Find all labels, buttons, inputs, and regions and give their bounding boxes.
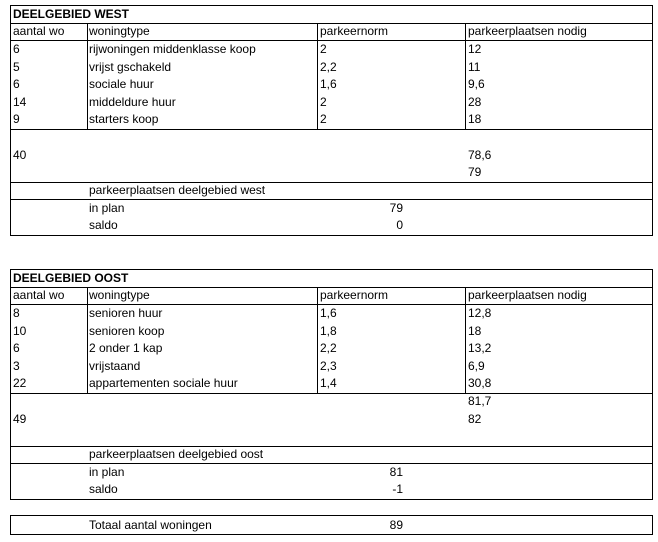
table-cell: 2 [320, 94, 327, 109]
table-cell: 28 [468, 94, 482, 109]
table-west [10, 5, 653, 236]
table-row [11, 323, 652, 341]
total-raw: 81,7 [468, 394, 492, 408]
totaal-label: Totaal aantal woningen [89, 518, 212, 532]
table-cell: 8 [13, 306, 20, 320]
table-cell: 1,6 [320, 77, 337, 92]
saldo-label: saldo [89, 482, 118, 496]
table-row [11, 111, 652, 129]
table-row [11, 41, 652, 59]
section-label: parkeerplaatsen deelgebied oost [89, 447, 264, 461]
total-raw: 78,6 [468, 148, 492, 162]
table-cell: 1,4 [320, 376, 337, 391]
section-title: DEELGEBIED WEST [13, 7, 130, 21]
table-cell: 2,3 [320, 358, 337, 373]
total-units: 40 [13, 148, 27, 162]
header-row [11, 23, 652, 41]
table-cell: sociale huur [89, 77, 154, 92]
table-row [11, 375, 652, 393]
table-cell: middeldure huur [89, 94, 176, 109]
table-cell: 30,8 [468, 376, 492, 391]
table-cell: 1,8 [320, 323, 337, 338]
table-row [11, 59, 652, 77]
header-cell: aantal wo [13, 24, 65, 38]
table-cell: 22 [13, 376, 27, 391]
table-cell: starters koop [89, 112, 159, 127]
section-title: DEELGEBIED OOST [13, 271, 129, 285]
table-row [11, 76, 652, 94]
in-plan-value: 79 [389, 201, 403, 215]
table-cell: 14 [13, 94, 27, 109]
table-cell: 6 [13, 341, 20, 356]
table-cell: 18 [468, 112, 482, 127]
header-cell: woningtype [89, 24, 150, 38]
header-cell: aantal wo [13, 288, 65, 302]
header-cell: parkeernorm [320, 24, 389, 38]
table-totaal [10, 515, 653, 535]
table-cell: 10 [13, 323, 27, 338]
table-cell: 12,8 [468, 306, 492, 320]
table-row [11, 358, 652, 376]
in-plan-value: 81 [389, 465, 403, 479]
saldo-value: 0 [396, 218, 403, 232]
total-rounded: 82 [468, 412, 482, 426]
table-cell: 12 [468, 42, 482, 56]
table-cell: 9 [13, 112, 20, 127]
total-units: 49 [13, 412, 27, 426]
header-row [11, 287, 652, 305]
saldo-label: saldo [89, 218, 118, 232]
table-cell: 9,6 [468, 77, 485, 92]
table-cell: 11 [468, 59, 481, 74]
table-cell: 6 [13, 77, 20, 92]
header-cell: parkeerplaatsen nodig [468, 24, 587, 38]
table-cell: 6 [13, 42, 20, 56]
table-cell: senioren koop [89, 323, 165, 338]
totaal-value: 89 [389, 518, 403, 532]
header-cell: parkeerplaatsen nodig [468, 288, 587, 302]
table-cell: 1,6 [320, 306, 337, 320]
table-cell: vrijst gschakeld [89, 59, 172, 74]
grid-line [11, 129, 652, 130]
table-cell: 18 [468, 323, 482, 338]
table-row [11, 94, 652, 112]
header-cell: parkeernorm [320, 288, 389, 302]
in-plan-label: in plan [89, 201, 125, 215]
total-rounded: 79 [468, 165, 482, 179]
in-plan-label: in plan [89, 465, 125, 479]
table-cell: vrijstaand [89, 358, 141, 373]
saldo-value: -1 [392, 482, 403, 496]
table-cell: 2,2 [320, 59, 337, 74]
table-row [11, 305, 652, 323]
table-cell: senioren huur [89, 306, 163, 320]
table-oost [10, 269, 653, 500]
table-cell: 2 onder 1 kap [89, 341, 163, 356]
table-cell: 6,9 [468, 358, 485, 373]
table-cell: rijwoningen middenklasse koop [89, 42, 256, 56]
table-row [11, 340, 652, 358]
table-cell: 2 [320, 42, 327, 56]
table-cell: 5 [13, 59, 20, 74]
section-label: parkeerplaatsen deelgebied west [89, 183, 266, 197]
table-cell: 2 [320, 112, 327, 127]
table-cell: 13,2 [468, 341, 492, 356]
table-cell: 3 [13, 358, 20, 373]
header-cell: woningtype [89, 288, 150, 302]
table-cell: 2,2 [320, 341, 337, 356]
table-cell: appartementen sociale huur [89, 376, 238, 391]
